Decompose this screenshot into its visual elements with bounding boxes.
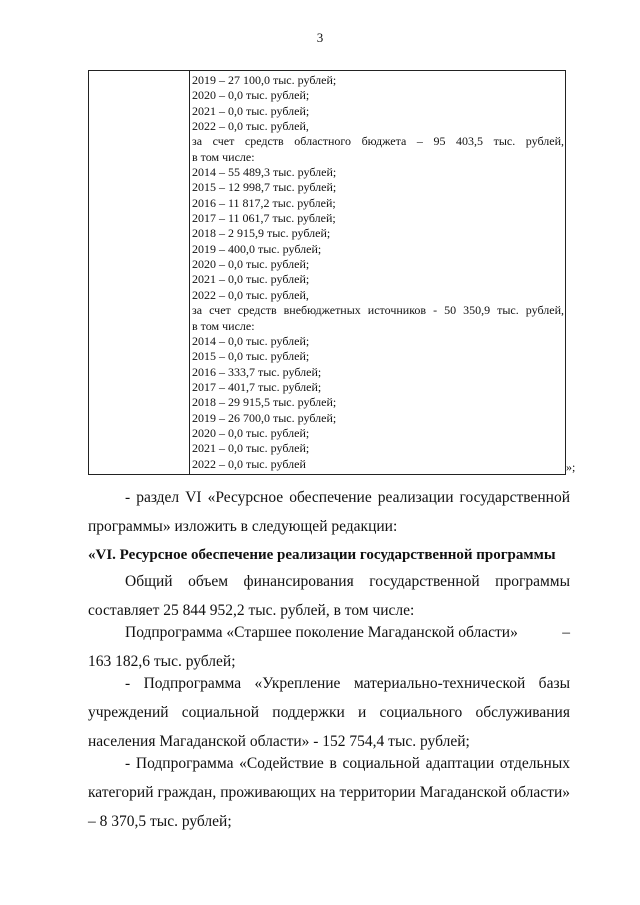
table-line: 2018 – 29 915,5 тыс. рублей; [192, 395, 337, 410]
table-line: 2017 – 11 061,7 тыс. рублей; [192, 211, 336, 226]
table-line: 2019 – 26 700,0 тыс. рублей; [192, 410, 337, 425]
subprogram-2-text: - Подпрограмма «Укрепление материально-технической базы учреждений социальной поддержки и социального обслуживания населения Магаданской области» - 152 754,4 тыс. рублей; [88, 675, 570, 750]
subprogram-1-dash: – [562, 624, 570, 641]
table-line: в том числе: [192, 318, 255, 333]
table-line: 2017 – 401,7 тыс. рублей; [192, 379, 322, 394]
table-line: 2020 – 0,0 тыс. рублей; [192, 425, 310, 440]
section-heading [88, 541, 570, 570]
total-financing [88, 567, 570, 625]
page-number: 3 [316, 30, 324, 45]
table-line: в том числе: [192, 149, 255, 164]
table-line: 2016 – 11 817,2 тыс. рублей; [192, 195, 336, 210]
table-closing-quote: »; [566, 460, 576, 474]
table-line: 2020 – 0,0 тыс. рублей; [192, 257, 310, 272]
table-line: 2021 – 0,0 тыс. рублей; [192, 441, 310, 456]
financing-cell [192, 73, 564, 472]
table-line: 2022 – 0,0 тыс. рублей, [192, 119, 309, 134]
section-intro-text: - раздел VI «Ресурсное обеспечение реализации государственной программы» изложить в следующей редакции: [88, 489, 570, 535]
subprogram-3 [88, 749, 570, 836]
table-line: 2018 – 2 915,9 тыс. рублей; [192, 226, 331, 241]
total-financing-text: Общий объем финансирования государственной программы составляет 25 844 952,2 тыс. рублей, в том числе: [88, 573, 570, 619]
financing-table [88, 70, 566, 475]
subprogram-1-amount: 163 182,6 тыс. рублей; [88, 653, 236, 670]
table-line: за счет средств областного бюджета – 95 403,5 тыс. рублей, [192, 134, 564, 149]
table-line: 2019 – 27 100,0 тыс. рублей; [192, 73, 337, 87]
table-line: 2020 – 0,0 тыс. рублей; [192, 88, 310, 103]
subprogram-3-text: - Подпрограмма «Содействие в социальной адаптации отдельных категорий граждан, проживающих на территории Магаданской области» – 8 370,5 тыс. рублей; [88, 755, 570, 830]
table-line: 2021 – 0,0 тыс. рублей; [192, 272, 310, 287]
table-line: 2015 – 12 998,7 тыс. рублей; [192, 180, 337, 195]
table-line: 2022 – 0,0 тыс. рублей [192, 456, 306, 471]
table-line: 2021 – 0,0 тыс. рублей; [192, 103, 310, 118]
table-column-divider [189, 71, 190, 474]
table-line: 2022 – 0,0 тыс. рублей, [192, 287, 309, 302]
subprogram-2 [88, 669, 570, 756]
table-line: за счет средств внебюджетных источников - 50 350,9 тыс. рублей, [192, 303, 564, 318]
table-line: 2014 – 55 489,3 тыс. рублей; [192, 165, 337, 180]
table-line: 2019 – 400,0 тыс. рублей; [192, 241, 322, 256]
section-heading-text: «VI. Ресурсное обеспечение реализации государственной программы [88, 547, 556, 563]
subprogram-1 [88, 618, 570, 676]
table-line: 2016 – 333,7 тыс. рублей; [192, 364, 322, 379]
table-line: 2015 – 0,0 тыс. рублей; [192, 349, 310, 364]
section-intro [88, 483, 570, 541]
subprogram-1-title: Подпрограмма «Старшее поколение Магаданской области» [125, 624, 518, 641]
table-line: 2014 – 0,0 тыс. рублей; [192, 333, 310, 348]
subprogram-1-row [88, 618, 570, 647]
